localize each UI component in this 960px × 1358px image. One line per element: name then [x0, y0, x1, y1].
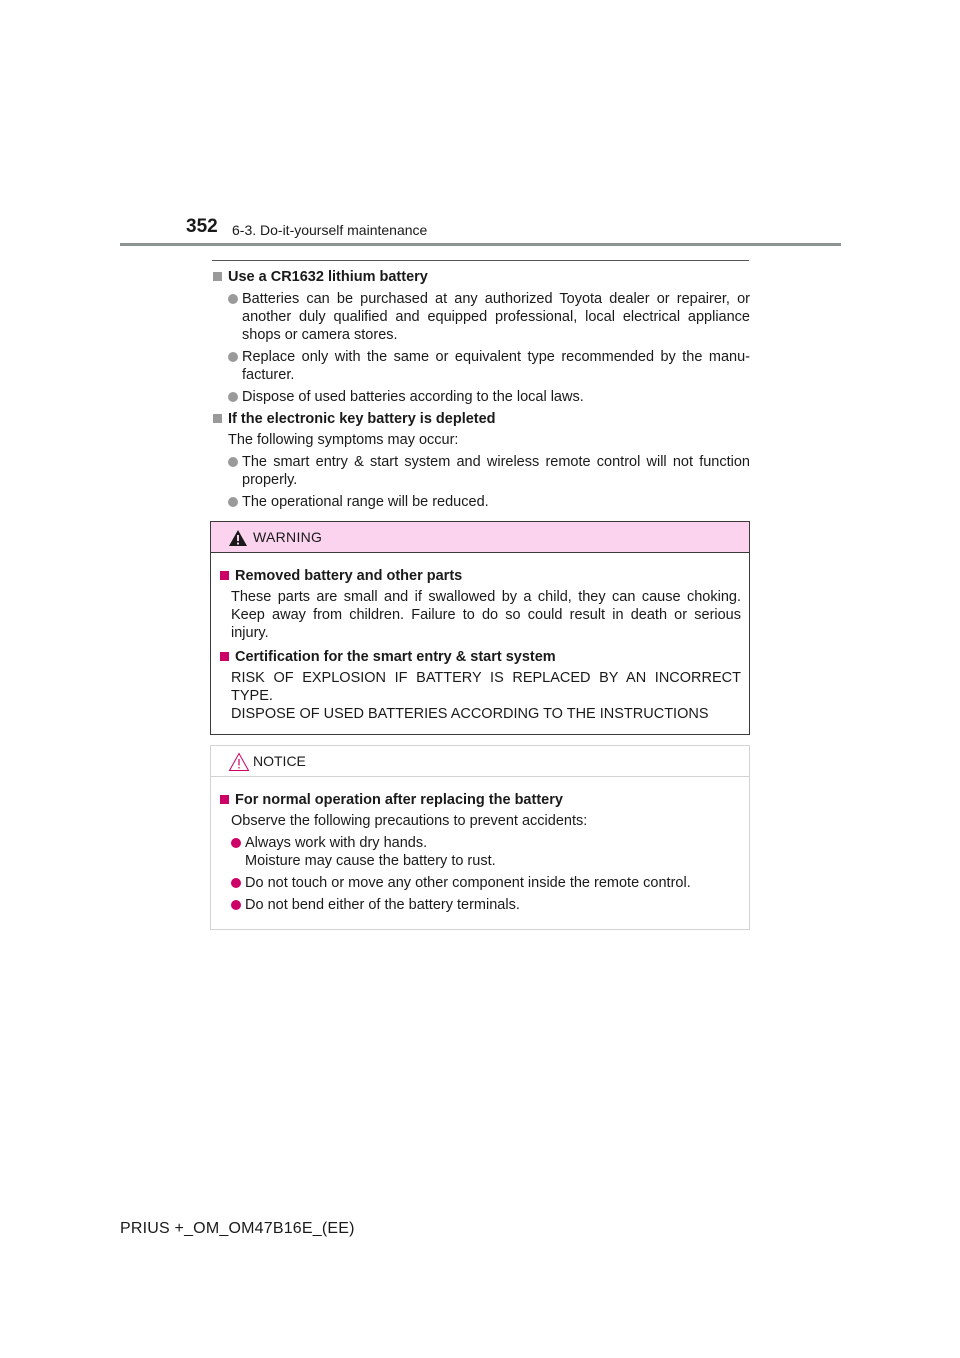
warning-header — [211, 522, 749, 553]
main-content — [210, 266, 750, 515]
square-bullet-icon — [213, 414, 222, 423]
bullet-dot-icon — [228, 497, 238, 507]
warning-triangle-icon — [228, 529, 248, 547]
list-item-text: Batteries can be purchased at any authorized Toyota dealer or repairer, or another duly qualified and equipped professional, local electrical appliance shops or camera stores. — [242, 291, 750, 343]
list-item-text: The operational range will be reduced. — [242, 494, 489, 510]
warning-item-heading — [217, 567, 741, 585]
list-item — [217, 896, 741, 914]
list-item — [217, 874, 741, 892]
square-bullet-icon — [220, 795, 229, 804]
notice-box — [210, 745, 750, 930]
list-item-text: Dispose of used batteries according to the local laws. — [242, 389, 584, 405]
section-heading — [210, 410, 750, 428]
notice-triangle-icon — [228, 752, 250, 772]
warning-body — [211, 553, 749, 723]
warning-item-heading — [217, 648, 741, 666]
document-id: PRIUS +_OM_OM47B16E_(EE) — [120, 1220, 355, 1237]
section-battery-type — [210, 268, 750, 406]
list-item-line: Always work with dry hands. — [245, 835, 428, 851]
notice-heading — [217, 791, 741, 809]
bullet-dot-icon — [231, 900, 241, 910]
section-heading — [210, 268, 750, 286]
heading-text: Removed battery and other parts — [235, 568, 463, 584]
notice-intro: Observe the following precautions to prevent accidents: — [231, 813, 588, 829]
list-item-text: Replace only with the same or equivalent type recommended by the manu-facturer. — [242, 349, 750, 383]
section-title: 6-3. Do-it-yourself maintenance — [232, 222, 428, 238]
notice-label: NOTICE — [253, 753, 306, 769]
intro-text: The following symptoms may occur: — [228, 432, 459, 448]
notice-body — [211, 777, 749, 914]
warning-label: WARNING — [253, 529, 323, 545]
list-item-text — [245, 834, 741, 870]
heading-text: For normal operation after replacing the battery — [235, 792, 563, 808]
page-number: 352 — [186, 216, 218, 237]
square-bullet-icon — [220, 571, 229, 580]
square-bullet-icon — [220, 652, 229, 661]
header-rule — [120, 243, 841, 246]
list-item-line: Moisture may cause the battery to rust. — [245, 853, 496, 869]
warning-item-text: These parts are small and if swallowed by a child, they can cause choking. Keep away from children. Failure to do so could result in death or serious injury. — [231, 589, 741, 641]
list-item-text: Do not bend either of the battery terminals. — [245, 897, 520, 913]
warning-item-text: DISPOSE OF USED BATTERIES ACCORDING TO THE INSTRUCTIONS — [231, 706, 709, 722]
bullet-dot-icon — [228, 352, 238, 362]
list-item-text: Do not touch or move any other component inside the remote control. — [245, 875, 691, 891]
heading-text: Use a CR1632 lithium battery — [228, 269, 428, 285]
bullet-dot-icon — [228, 392, 238, 402]
bullet-dot-icon — [228, 457, 238, 467]
list-item — [210, 348, 750, 384]
heading-text: If the electronic key battery is depleted — [228, 411, 496, 427]
heading-text: Certification for the smart entry & start system — [235, 649, 556, 665]
warning-box — [210, 521, 750, 735]
square-bullet-icon — [213, 272, 222, 281]
bullet-dot-icon — [231, 838, 241, 848]
bullet-dot-icon — [228, 294, 238, 304]
list-item — [217, 834, 741, 870]
section-battery-depleted — [210, 410, 750, 511]
content-rule — [212, 260, 749, 261]
list-item — [210, 388, 750, 406]
list-item — [210, 290, 750, 344]
list-item-text: The smart entry & start system and wireless remote control will not function properly. — [242, 454, 750, 488]
list-item — [210, 493, 750, 511]
warning-item-text: RISK OF EXPLOSION IF BATTERY IS REPLACED BY AN INCORRECT TYPE. — [231, 670, 741, 704]
bullet-dot-icon — [231, 878, 241, 888]
list-item — [210, 453, 750, 489]
notice-header — [211, 746, 749, 777]
